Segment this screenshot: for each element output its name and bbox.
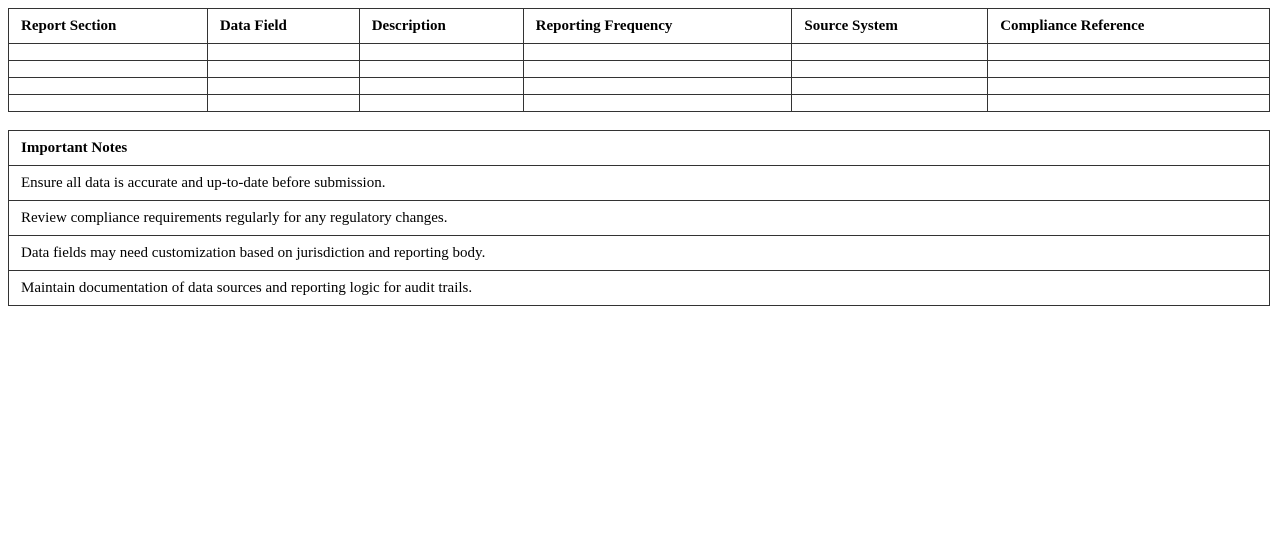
table-cell xyxy=(792,44,988,61)
header-reporting-frequency: Reporting Frequency xyxy=(523,9,792,44)
note-item: Review compliance requirements regularly for any regulatory changes. xyxy=(9,201,1270,236)
important-notes-table xyxy=(8,130,1270,306)
table-cell xyxy=(207,44,359,61)
table-cell xyxy=(988,95,1270,112)
table-row xyxy=(9,61,1270,78)
table-cell xyxy=(207,78,359,95)
report-table xyxy=(8,8,1270,112)
table-row xyxy=(9,44,1270,61)
header-row xyxy=(9,9,1270,44)
header-description: Description xyxy=(359,9,523,44)
table-cell xyxy=(359,44,523,61)
note-item: Data fields may need customization based on jurisdiction and reporting body. xyxy=(9,236,1270,271)
table-cell xyxy=(792,78,988,95)
table-cell xyxy=(9,61,208,78)
table-row xyxy=(9,95,1270,112)
table-cell xyxy=(9,95,208,112)
table-cell xyxy=(792,95,988,112)
table-cell xyxy=(523,61,792,78)
header-compliance-reference: Compliance Reference xyxy=(988,9,1270,44)
table-cell xyxy=(359,61,523,78)
header-report-section: Report Section xyxy=(9,9,208,44)
table-cell xyxy=(9,78,208,95)
table-cell xyxy=(9,44,208,61)
table-cell xyxy=(523,78,792,95)
table-cell xyxy=(988,61,1270,78)
note-item: Ensure all data is accurate and up-to-date before submission. xyxy=(9,166,1270,201)
table-cell xyxy=(207,95,359,112)
table-cell xyxy=(988,78,1270,95)
table-cell xyxy=(359,95,523,112)
note-item: Maintain documentation of data sources and reporting logic for audit trails. xyxy=(9,271,1270,306)
table-cell xyxy=(792,61,988,78)
table-row xyxy=(9,78,1270,95)
table-cell xyxy=(988,44,1270,61)
table-cell xyxy=(359,78,523,95)
table-cell xyxy=(523,95,792,112)
header-source-system: Source System xyxy=(792,9,988,44)
table-cell xyxy=(207,61,359,78)
notes-title: Important Notes xyxy=(9,131,1270,166)
header-data-field: Data Field xyxy=(207,9,359,44)
table-cell xyxy=(523,44,792,61)
